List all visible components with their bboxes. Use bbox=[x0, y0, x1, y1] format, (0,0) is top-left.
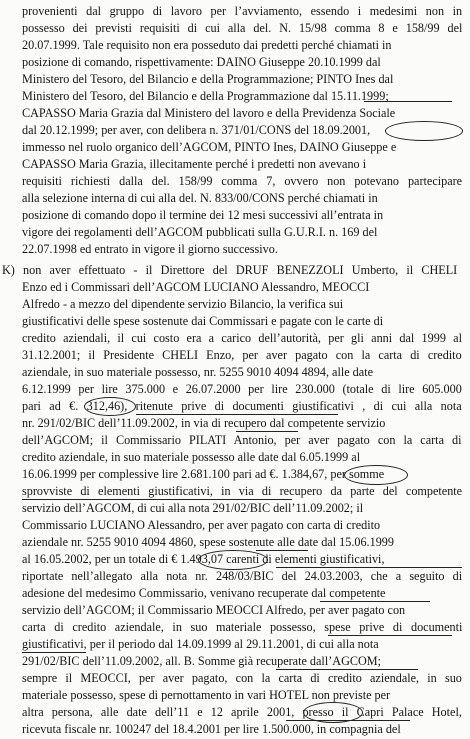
text-line: sprovviste di elementi giustificativi, in via di recupero da parte del competente bbox=[22, 484, 463, 498]
text-line: Enzo ed i Commissari dell’AGCOM LUCIANO Alessandro, MEOCCI bbox=[22, 280, 370, 294]
text-line: vigore dei regolamenti dell’AGCOM pubblicati sulla G.U.R.I. n. 169 del bbox=[22, 225, 378, 239]
text-line: Ministero del Tesoro, del Bilancio e della Programmazione dal 15.11.1999; bbox=[22, 89, 389, 103]
handwritten-circle bbox=[385, 121, 463, 141]
text-line: giustificativi, per il periodo dal 14.09.1999 al 29.11.2001, di cui alla nota bbox=[22, 637, 379, 651]
text-line: giustificativi delle spese sostenute dai Commissari e pagate con le carte di bbox=[22, 314, 384, 328]
text-line: posizione di comando, rispettivamente: DAINO Giuseppe 20.10.1999 dal bbox=[22, 55, 381, 69]
text-line: requisiti richiesti dalla del. 158/99 comma 7, ovvero non potevano partecipare bbox=[22, 174, 463, 188]
text-line: 31.12.2001; il Presidente CHELI Enzo, per aver pagato con la carta di credito bbox=[22, 348, 462, 362]
text-line: immesso nel ruolo organico dell’AGCOM, PINTO Ines, DAINO Giuseppe e bbox=[22, 140, 397, 154]
text-line: ricevuta fiscale nr. 100247 del 18.4.2001 per lire 1.500.000, in compagnia del bbox=[22, 722, 401, 736]
text-line: provenienti dal gruppo di lavoro per l’avviamento, essendo i medesimi non in bbox=[22, 4, 463, 18]
text-line: sempre il MEOCCI, per aver pagato, con la carta di credito aziendale, in suo bbox=[22, 671, 462, 685]
text-line: CAPASSO Maria Grazia, illecitamente perché i predetti non avevano i bbox=[22, 157, 367, 171]
text-line: dal 20.12.1999; per aver, con delibera n. 371/01/CONS del 18.09.2001, bbox=[22, 123, 371, 137]
text-line: possesso dei previsti requisiti di cui alla del. N. 15/98 comma 8 e 158/99 del bbox=[22, 21, 463, 35]
text-line: adesione del medesimo Commissario, venivano recuperate dal competente bbox=[22, 586, 386, 600]
text-line: CAPASSO Maria Grazia dal Ministero del lavoro e della Previdenza Sociale bbox=[22, 106, 396, 120]
text-line: servizio dell’AGCOM; il Commissario MEOCCI Alfredo, per aver pagato con bbox=[22, 603, 406, 617]
text-line: Alfredo - a mezzo del dipendente servizio Bilancio, la verifica sui bbox=[22, 297, 344, 311]
text-line: 22.07.1998 ed entrato in vigore il giorno successivo. bbox=[22, 242, 278, 256]
text-line: posizione di comando dopo il termine dei 12 mesi successivi all’entrata in bbox=[22, 208, 384, 222]
text-line: carta di credito aziendale, in suo materiale possesso, spese prive di documenti bbox=[22, 620, 463, 634]
text-line: nr. 291/02/BIC dell’11.09.2002, in via di recupero dal competente servizio bbox=[22, 416, 386, 430]
text-line: aziendale nr. 5255 9010 4094 4860, spese sostenute alle date dal 15.06.1999 bbox=[22, 535, 394, 549]
text-line: K) non aver effettuato - il Direttore del DRUF BENEZZOLI Umberto, il CHELI bbox=[2, 263, 458, 277]
text-line: pari ad €. 312,46), ritenute prive di documenti giustificativi , di cui alla nota bbox=[22, 399, 462, 413]
text-line: credito aziendale, in suo materiale possesso alle date dal 6.05.1999 al bbox=[22, 450, 361, 464]
text-line: al 16.05.2002, per un totale di € 1.493,07 carenti di elementi giustificativi, bbox=[22, 552, 385, 566]
text-line: 6.12.1999 per lire 375.000 e 26.07.2000 per lire 230.000 (totale di lire 605.000 bbox=[22, 382, 462, 396]
text-line: 16.06.1999 per complessive lire 2.681.100 pari ad €. 1.384,67, per somme bbox=[22, 467, 385, 481]
text-line: alla selezione interna di cui alla del. N. 833/00/CONS perché chiamati in bbox=[22, 191, 378, 205]
text-line: aziendale, in suo materiale possesso, nr. 5255 9010 4094 4894, alle date bbox=[22, 365, 373, 379]
text-line: 20.07.1999. Tale requisito non era posseduto dai predetti perché chiamati in bbox=[22, 38, 392, 52]
text-line: Commissario LUCIANO Alessandro, per aver pagato con carta di credito bbox=[22, 518, 381, 532]
text-line: riportate nell’allegato alla nota nr. 248/03/BIC del 24.03.2003, che a seguito di bbox=[22, 569, 463, 583]
text-line: credito aziendali, il cui costo era a carico dell’autorità, per gli anni dal 1999 al bbox=[22, 331, 462, 345]
text-line: altra persona, alle date dell’11 e 12 aprile 2001, presso il Capri Palace Hotel, bbox=[22, 705, 462, 719]
text-line: 291/02/BIC dell’11.09.2002, all. B. Somme già recuperate dall’AGCOM; bbox=[22, 654, 382, 668]
text-line: servizio dell’AGCOM, di cui alla nota 291/02/BIC dell’11.09.2002; il bbox=[22, 501, 364, 515]
text-line: Ministero del Tesoro, del Bilancio e della Programmazione; PINTO Ines dal bbox=[22, 72, 394, 86]
text-line: dell’AGCOM; il Commissario PILATI Antonio, per aver pagato con la carta di bbox=[22, 433, 462, 447]
text-line: materiale possesso, spese di pernottamento in vari HOTEL non previste per bbox=[22, 688, 391, 702]
